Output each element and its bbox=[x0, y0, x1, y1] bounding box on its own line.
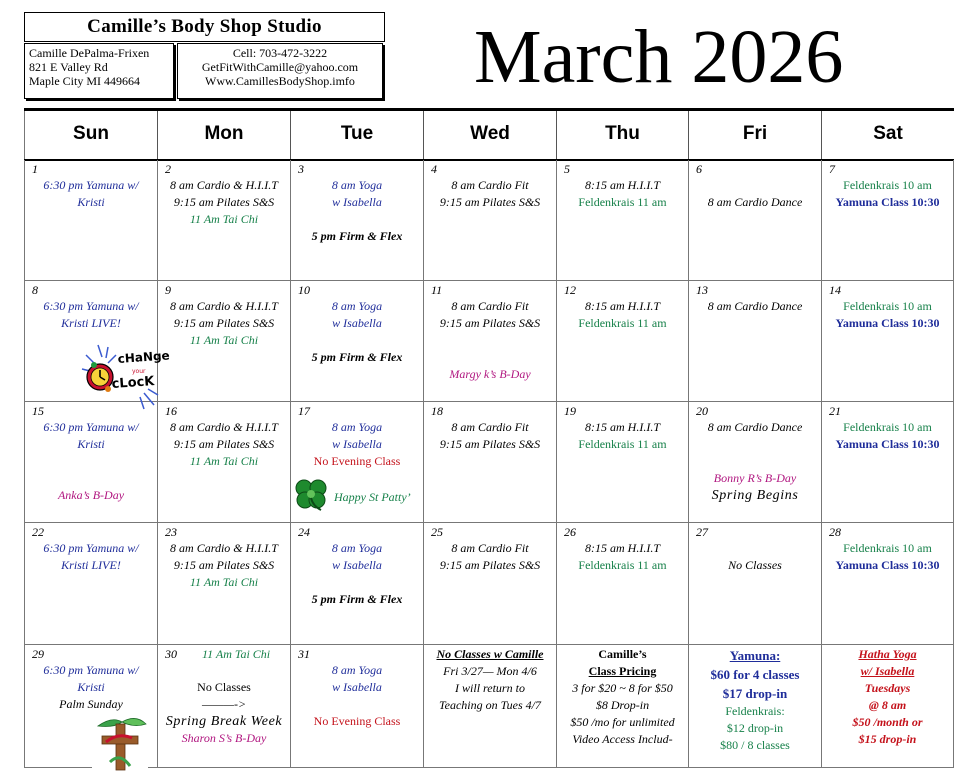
event-line: 8 am Cardio & H.I.I.T bbox=[170, 541, 278, 555]
event-list bbox=[424, 177, 556, 211]
email-link[interactable]: GetFitWithCamille@yahoo.com bbox=[201, 60, 359, 74]
event-line: Kristi bbox=[77, 680, 105, 694]
event-line: 8 am Cardio Fit bbox=[451, 178, 529, 192]
event-line bbox=[689, 436, 821, 453]
day-cell-9 bbox=[157, 281, 290, 402]
event-line: 6:30 pm Yamuna w/ bbox=[43, 663, 139, 677]
event-line: Kristi bbox=[77, 437, 105, 451]
event-line: $50 /month or bbox=[852, 715, 923, 729]
event-line: 9:15 am Pilates S&S bbox=[439, 195, 541, 209]
info-cell-6 bbox=[821, 645, 954, 768]
event-list bbox=[25, 662, 157, 713]
event-list bbox=[689, 177, 821, 211]
event-line bbox=[424, 349, 556, 366]
event-list bbox=[25, 540, 157, 574]
event-list bbox=[822, 419, 953, 453]
day-cell-14 bbox=[821, 281, 954, 402]
event-line: No Evening Class bbox=[313, 714, 401, 728]
event-line bbox=[25, 453, 157, 470]
event-line: 3 for $20 ~ 8 for $50 bbox=[572, 681, 673, 695]
event-list bbox=[158, 662, 290, 747]
svg-text:cHaNge: cHaNge bbox=[117, 348, 171, 366]
event-list bbox=[158, 540, 290, 591]
event-line: 5 pm Firm & Flex bbox=[311, 592, 403, 606]
day-cell-21 bbox=[821, 402, 954, 523]
studio-contact bbox=[177, 43, 383, 99]
event-line: 8 am Cardio & H.I.I.T bbox=[170, 420, 278, 434]
weekday-wed: Wed bbox=[423, 111, 556, 159]
event-line: w Isabella bbox=[332, 680, 382, 694]
event-line: Sharon S’s B-Day bbox=[181, 731, 267, 745]
day-cell-2 bbox=[157, 160, 290, 281]
day-number: 31 bbox=[298, 647, 310, 661]
event-list bbox=[689, 419, 821, 504]
event-line: 8:15 am H.I.I.T bbox=[585, 420, 660, 434]
day-number: 5 bbox=[564, 162, 570, 176]
event-line: 8 am Cardio & H.I.I.T bbox=[170, 299, 278, 313]
event-line: 9:15 am Pilates S&S bbox=[173, 195, 275, 209]
weekday-header-row bbox=[24, 111, 954, 161]
day-cell-4 bbox=[423, 160, 556, 281]
event-list bbox=[557, 298, 688, 332]
svg-text:your: your bbox=[132, 368, 146, 375]
event-list bbox=[557, 646, 688, 748]
day-cell-26 bbox=[556, 523, 688, 645]
day-number: 13 bbox=[696, 283, 708, 297]
event-line: ———-> bbox=[201, 697, 247, 711]
event-list bbox=[291, 662, 423, 730]
event-line: Kristi bbox=[77, 195, 105, 209]
event-line: 8 am Yoga bbox=[331, 178, 383, 192]
day-number: 22 bbox=[32, 525, 44, 539]
event-line: Feldenkrais 11 am bbox=[578, 437, 667, 451]
event-line: Teaching on Tues 4/7 bbox=[439, 698, 541, 712]
event-line: 8 am Cardio Dance bbox=[707, 420, 803, 434]
day-cell-24 bbox=[290, 523, 423, 645]
day-number: 29 bbox=[32, 647, 44, 661]
day-number: 14 bbox=[829, 283, 841, 297]
city-address: Maple City MI 449664 bbox=[29, 74, 140, 88]
day-cell-23 bbox=[157, 523, 290, 645]
event-line: $80 / 8 classes bbox=[720, 738, 790, 752]
event-line bbox=[291, 696, 423, 713]
day-number: 12 bbox=[564, 283, 576, 297]
day-number: 24 bbox=[298, 525, 310, 539]
event-list bbox=[822, 298, 953, 332]
event-line: 11 Am Tai Chi bbox=[189, 454, 259, 468]
change-clock-clipart bbox=[78, 343, 171, 411]
event-list bbox=[557, 177, 688, 211]
day-number: 15 bbox=[32, 404, 44, 418]
event-line: Hatha Yoga bbox=[858, 647, 917, 661]
day-number: 1 bbox=[32, 162, 38, 176]
event-line: No Evening Class bbox=[313, 454, 401, 468]
day-cell-5 bbox=[556, 160, 688, 281]
event-line: 8 am Yoga bbox=[331, 420, 383, 434]
day-number: 2 bbox=[165, 162, 171, 176]
day-cell-18 bbox=[423, 402, 556, 523]
info-cell-3 bbox=[423, 645, 556, 768]
event-list bbox=[689, 540, 821, 574]
event-line: Yamuna Class 10:30 bbox=[835, 558, 940, 572]
event-line bbox=[689, 453, 821, 470]
day-cell-16 bbox=[157, 402, 290, 523]
event-line: Feldenkrais 10 am bbox=[843, 178, 932, 192]
event-line: Feldenkrais 11 am bbox=[578, 195, 667, 209]
event-line: Spring Begins bbox=[711, 488, 799, 503]
event-line bbox=[291, 574, 423, 591]
event-line: Feldenkrais 10 am bbox=[843, 420, 932, 434]
weekday-thu: Thu bbox=[556, 111, 688, 159]
event-list bbox=[25, 298, 157, 332]
event-line: 6:30 pm Yamuna w/ bbox=[43, 299, 139, 313]
event-line: Fri 3/27— Mon 4/6 bbox=[443, 664, 537, 678]
event-line: 9:15 am Pilates S&S bbox=[439, 437, 541, 451]
event-line: Kristi LIVE! bbox=[61, 316, 121, 330]
day-number: 10 bbox=[298, 283, 310, 297]
svg-text:cLocK: cLocK bbox=[111, 374, 155, 392]
day-number: 27 bbox=[696, 525, 708, 539]
event-line: w/ Isabella bbox=[860, 664, 915, 678]
street-address: 821 E Valley Rd bbox=[29, 60, 108, 74]
day-cell-30 bbox=[157, 645, 290, 768]
event-line: Margy k’s B-Day bbox=[449, 367, 531, 381]
event-line: No Classes w Camille bbox=[436, 647, 544, 661]
event-line: Feldenkrais 10 am bbox=[843, 541, 932, 555]
event-line: Kristi LIVE! bbox=[61, 558, 121, 572]
day-cell-28 bbox=[821, 523, 954, 645]
event-line: 11 Am Tai Chi bbox=[189, 575, 259, 589]
day-cell-27 bbox=[688, 523, 821, 645]
day-cell-12 bbox=[556, 281, 688, 402]
event-line: Yamuna: bbox=[729, 648, 781, 663]
event-list bbox=[25, 419, 157, 504]
event-list bbox=[25, 177, 157, 211]
event-line: Camille’s bbox=[598, 647, 647, 661]
event-line bbox=[25, 470, 157, 487]
event-line: Spring Break Week bbox=[165, 714, 283, 729]
event-list bbox=[557, 540, 688, 574]
event-line: 8 am Yoga bbox=[331, 663, 383, 677]
event-line: Class Pricing bbox=[588, 664, 657, 678]
day-cell-31 bbox=[290, 645, 423, 768]
event-line: Feldenkrais: bbox=[725, 704, 785, 718]
day-number: 3 bbox=[298, 162, 304, 176]
event-list bbox=[158, 177, 290, 228]
event-list bbox=[424, 646, 556, 714]
cell-phone: Cell: 703-472-3222 bbox=[232, 46, 328, 60]
event-line: 6:30 pm Yamuna w/ bbox=[43, 541, 139, 555]
weekday-fri: Fri bbox=[688, 111, 821, 159]
event-line: 5 pm Firm & Flex bbox=[311, 350, 403, 364]
day-number: 4 bbox=[431, 162, 437, 176]
website-link[interactable]: Www.CamillesBodyShop.imfo bbox=[205, 74, 355, 88]
day-number: 8 bbox=[32, 283, 38, 297]
weekday-sat: Sat bbox=[821, 111, 954, 159]
event-list bbox=[424, 540, 556, 574]
event-line: 8:15 am H.I.I.T bbox=[585, 178, 660, 192]
event-line: Bonny R’s B-Day bbox=[713, 471, 797, 485]
day-cell-1 bbox=[24, 160, 157, 281]
event-line: 9:15 am Pilates S&S bbox=[439, 558, 541, 572]
event-line: $12 drop-in bbox=[726, 721, 784, 735]
day-number: 30 bbox=[165, 647, 177, 661]
event-line: $15 drop-in bbox=[858, 732, 917, 746]
day-number: 16 bbox=[165, 404, 177, 418]
event-line: 8 am Yoga bbox=[331, 299, 383, 313]
day-cell-7 bbox=[821, 160, 954, 281]
event-line: Yamuna Class 10:30 bbox=[835, 437, 940, 451]
event-line: w Isabella bbox=[332, 316, 382, 330]
weekday-tue: Tue bbox=[290, 111, 423, 159]
event-line: No Classes bbox=[728, 558, 782, 572]
day-cell-10 bbox=[290, 281, 423, 402]
day-number: 26 bbox=[564, 525, 576, 539]
event-line: Video Access Includ- bbox=[572, 732, 673, 746]
event-list bbox=[424, 298, 556, 383]
event-line bbox=[158, 662, 290, 679]
event-line bbox=[291, 211, 423, 228]
day-number: 18 bbox=[431, 404, 443, 418]
day-cell-3 bbox=[290, 160, 423, 281]
day-number: 11 bbox=[431, 283, 443, 297]
day-cell-13 bbox=[688, 281, 821, 402]
event-line: @ 8 am bbox=[868, 698, 907, 712]
event-list bbox=[557, 419, 688, 453]
event-line: Yamuna Class 10:30 bbox=[835, 316, 940, 330]
event-list bbox=[291, 540, 423, 608]
event-line: 9:15 am Pilates S&S bbox=[173, 316, 275, 330]
event-line bbox=[689, 177, 821, 194]
day-cell-22 bbox=[24, 523, 157, 645]
event-line: I will return to bbox=[455, 681, 525, 695]
event-line: 11 Am Tai Chi bbox=[189, 333, 259, 347]
month-title: March 2026 bbox=[474, 15, 844, 99]
day-number: 25 bbox=[431, 525, 443, 539]
event-line: 6:30 pm Yamuna w/ bbox=[43, 420, 139, 434]
info-cell-4 bbox=[556, 645, 688, 768]
event-line: Feldenkrais 11 am bbox=[578, 316, 667, 330]
weekday-sun: Sun bbox=[24, 111, 157, 159]
day-cell-11 bbox=[423, 281, 556, 402]
event-line bbox=[291, 332, 423, 349]
day-number: 9 bbox=[165, 283, 171, 297]
studio-info-box bbox=[24, 12, 385, 101]
event-line bbox=[424, 332, 556, 349]
event-line: 8 am Yoga bbox=[331, 541, 383, 555]
day-cell-25 bbox=[423, 523, 556, 645]
info-cell-5 bbox=[688, 645, 821, 768]
event-list bbox=[822, 540, 953, 574]
event-line: 9:15 am Pilates S&S bbox=[439, 316, 541, 330]
day-number: 19 bbox=[564, 404, 576, 418]
event-line: Yamuna Class 10:30 bbox=[835, 195, 940, 209]
event-line: 8 am Cardio Dance bbox=[707, 195, 803, 209]
owner-name: Camille DePalma-Frixen bbox=[29, 46, 150, 60]
day-number: 23 bbox=[165, 525, 177, 539]
event-line: w Isabella bbox=[332, 195, 382, 209]
day-number: 20 bbox=[696, 404, 708, 418]
event-line: Palm Sunday bbox=[59, 697, 123, 711]
event-list bbox=[291, 177, 423, 245]
day-number: 7 bbox=[829, 162, 835, 176]
day-cell-20 bbox=[688, 402, 821, 523]
day-cell-6 bbox=[688, 160, 821, 281]
event-list bbox=[689, 646, 821, 754]
day-number: 6 bbox=[696, 162, 702, 176]
day-number: 28 bbox=[829, 525, 841, 539]
event-line: 9:15 am Pilates S&S bbox=[173, 437, 275, 451]
event-line: w Isabella bbox=[332, 558, 382, 572]
event-line: 8 am Cardio Fit bbox=[451, 541, 529, 555]
event-inline: 11 Am Tai Chi bbox=[202, 647, 271, 661]
event-list bbox=[822, 646, 953, 748]
event-line: w Isabella bbox=[332, 437, 382, 451]
event-list bbox=[291, 298, 423, 366]
event-line: 8:15 am H.I.I.T bbox=[585, 541, 660, 555]
event-list bbox=[291, 419, 423, 470]
event-line bbox=[689, 540, 821, 557]
weekday-mon: Mon bbox=[157, 111, 290, 159]
event-list bbox=[822, 177, 953, 211]
event-line: 9:15 am Pilates S&S bbox=[173, 558, 275, 572]
event-line: 8 am Cardio & H.I.I.T bbox=[170, 178, 278, 192]
event-line: Anka’s B-Day bbox=[57, 488, 125, 502]
event-line: $50 /mo for unlimited bbox=[570, 715, 675, 729]
event-line: Feldenkrais 10 am bbox=[843, 299, 932, 313]
day-number: 17 bbox=[298, 404, 310, 418]
event-list bbox=[158, 298, 290, 349]
event-line: 11 Am Tai Chi bbox=[189, 212, 259, 226]
day-cell-15 bbox=[24, 402, 157, 523]
event-list bbox=[424, 419, 556, 453]
event-line: Feldenkrais 11 am bbox=[578, 558, 667, 572]
event-line: $17 drop-in bbox=[722, 686, 788, 701]
event-line: 8:15 am H.I.I.T bbox=[585, 299, 660, 313]
palm-cross-clipart bbox=[92, 712, 148, 772]
studio-name: Camille’s Body Shop Studio bbox=[24, 12, 385, 42]
event-line: 5 pm Firm & Flex bbox=[311, 229, 403, 243]
event-line: 8 am Cardio Dance bbox=[707, 299, 803, 313]
event-line: 8 am Cardio Fit bbox=[451, 299, 529, 313]
event-line: Tuesdays bbox=[864, 681, 911, 695]
day-number: 21 bbox=[829, 404, 841, 418]
event-line: No Classes bbox=[197, 680, 251, 694]
event-line: 6:30 pm Yamuna w/ bbox=[43, 178, 139, 192]
event-list bbox=[689, 298, 821, 315]
event-line: $60 for 4 classes bbox=[710, 667, 800, 682]
day-cell-19 bbox=[556, 402, 688, 523]
event-list bbox=[158, 419, 290, 470]
studio-address bbox=[24, 43, 174, 99]
cell-note: Happy St Patty’ bbox=[334, 490, 411, 504]
event-line: 8 am Cardio Fit bbox=[451, 420, 529, 434]
event-line: $8 Drop-in bbox=[595, 698, 650, 712]
shamrock-icon bbox=[291, 476, 331, 512]
